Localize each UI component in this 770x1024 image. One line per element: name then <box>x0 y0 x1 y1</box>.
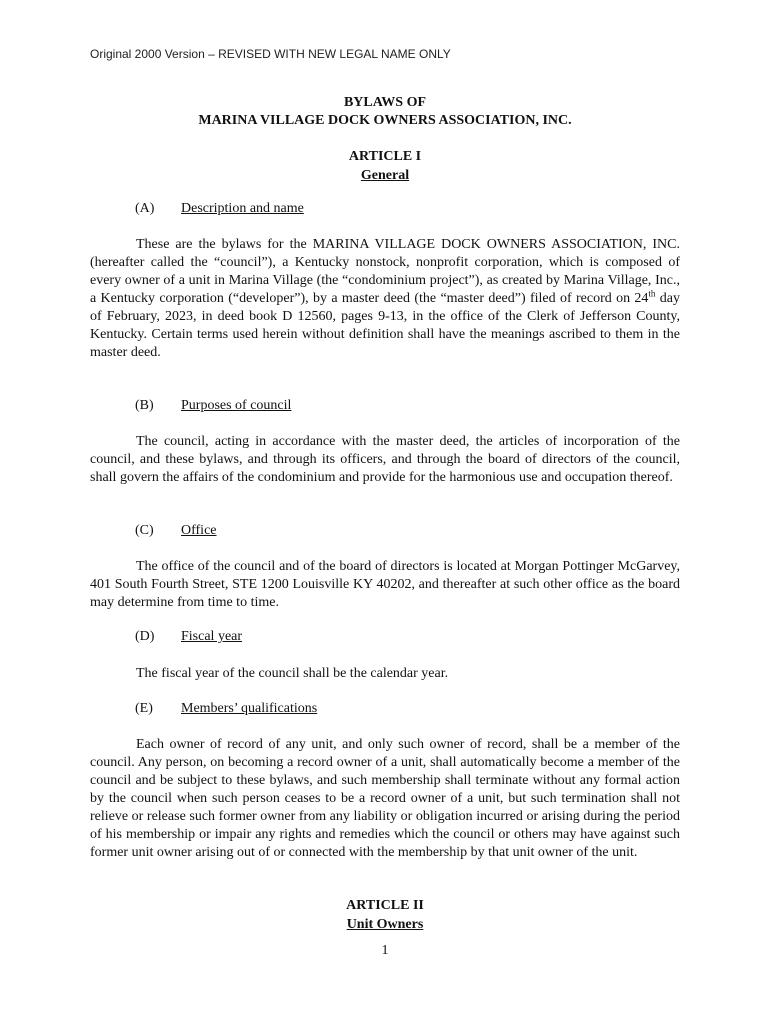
section-e-name: Members’ qualifications <box>181 701 318 716</box>
section-a-heading <box>135 201 304 217</box>
section-b-letter: (B) <box>135 398 154 413</box>
section-b-heading <box>135 398 291 414</box>
page-number: 1 <box>381 943 389 958</box>
title-line-2: MARINA VILLAGE DOCK OWNERS ASSOCIATION, INC. <box>198 113 572 128</box>
document-title <box>0 94 770 130</box>
section-b-name: Purposes of council <box>181 398 292 413</box>
section-a-letter: (A) <box>135 201 155 216</box>
section-d-paragraph: The fiscal year of the council shall be the calendar year. <box>136 666 449 681</box>
section-d-heading <box>135 629 242 645</box>
section-a-name: Description and name <box>181 201 304 216</box>
section-a-ordinal: th <box>648 288 656 299</box>
section-e-heading <box>135 701 317 717</box>
article-2-subtitle: Unit Owners <box>346 917 424 932</box>
article-2-heading <box>0 896 770 934</box>
article-1-title: ARTICLE I <box>348 149 422 164</box>
article-1-heading <box>0 147 770 185</box>
section-c-paragraph: The office of the council and of the board of directors is located at Morgan Pottinger McGarvey, 401 South Fourth Street, STE 1200 Louisville KY 40202, and thereafter at such other office as the board may determine from time to time. <box>90 559 680 610</box>
section-a-text-2: day of February, 2023, in deed book D 12560, pages 9-13, in the office of the Clerk of Jefferson County, Kentucky. Certain terms used herein without definition shall have the meanings ascribed to them in the master deed. <box>90 291 680 360</box>
section-d-name: Fiscal year <box>181 629 243 644</box>
article-2-title: ARTICLE II <box>346 898 424 913</box>
section-a-text-1: These are the bylaws for the MARINA VILLAGE DOCK OWNERS ASSOCIATION, INC. (hereafter called the “council”), a Kentucky nonstock, nonprofit corporation, which is composed of every owner of a unit in Marina Village (the “condominium project”), as created by Marina Village, Inc., a Kentucky corporation (“developer”), by a master deed (the “master deed”) filed of record on 24 <box>90 237 680 306</box>
section-e-paragraph: Each owner of record of any unit, and only such owner of record, shall be a member of the council. Any person, on becoming a record owner of a unit, shall automatically become a member of the council and be subject to these bylaws, and such membership shall terminate without any formal action by the council when such person ceases to be a record owner of a unit, but such termination shall not relieve or release such former owner from any liability or obligation incurred or arising during the period of his membership or impair any rights and remedies which the council or others may have against such former unit owner arising out of or connected with the membership by that unit owner of the unit. <box>90 737 680 860</box>
title-line-1: BYLAWS OF <box>343 95 427 110</box>
section-e-letter: (E) <box>135 701 153 716</box>
section-c-name: Office <box>181 523 217 538</box>
article-1-subtitle: General <box>360 168 410 183</box>
header-note: Original 2000 Version – REVISED WITH NEW LEGAL NAME ONLY <box>90 47 451 61</box>
section-d-letter: (D) <box>135 629 155 644</box>
section-b-paragraph: The council, acting in accordance with the master deed, the articles of incorporation of the council, and these bylaws, and through its officers, and through the board of directors of the council, shall govern the affairs of the condominium and provide for the harmonious use and occupation thereof. <box>90 434 680 485</box>
section-a-paragraph <box>90 236 680 362</box>
section-c-heading <box>135 523 217 539</box>
section-c-letter: (C) <box>135 523 154 538</box>
